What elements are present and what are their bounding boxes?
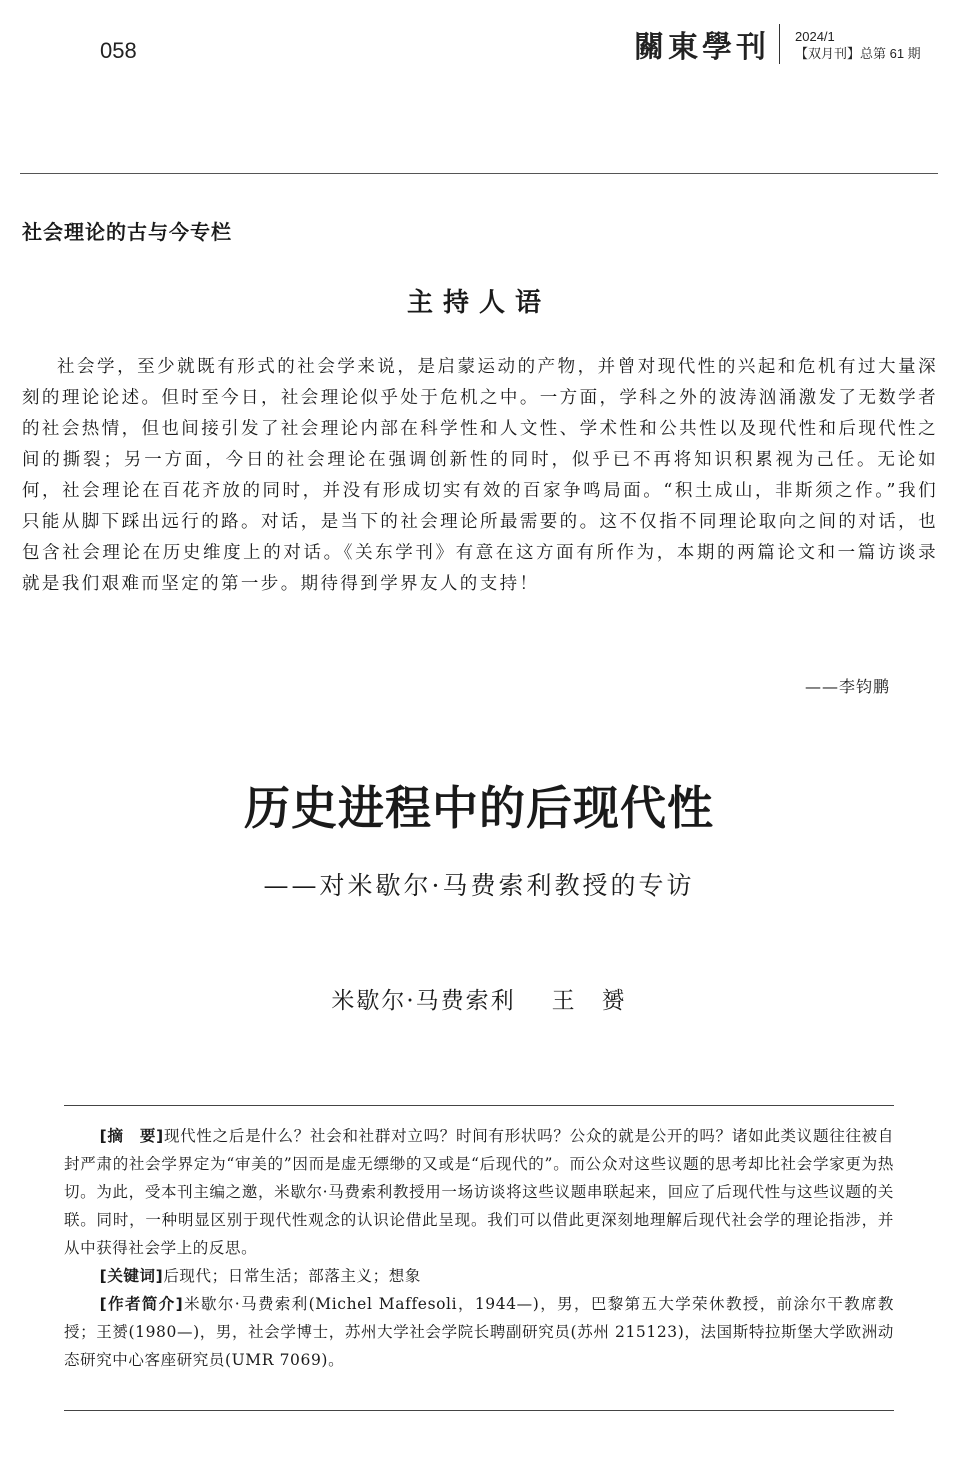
issue-date: 2024/1 [795, 29, 835, 44]
abstract-box [64, 1122, 894, 1374]
author-line [0, 982, 958, 1015]
column-title: 社会理论的古与今专栏 [22, 220, 232, 244]
author-name: 米歇尔·马费索利 [331, 988, 516, 1014]
header-rule [20, 173, 938, 174]
issue-number: 【双月刊】总第 61 期 [795, 46, 921, 61]
abstract-label: [摘 要] [99, 1127, 164, 1145]
article-title: 历史进程中的后现代性 [244, 781, 714, 835]
author-info-label: [作者简介] [99, 1295, 184, 1313]
header-divider [779, 24, 780, 64]
host-note-body [22, 352, 938, 600]
abstract-text: 现代性之后是什么？社会和社群对立吗？时间有形状吗？公众的就是公开的吗？诸如此类议题往往被自封严肃的社会学界定为“审美的”因而是虚无缥缈的又或是“后现代的”。而公众对这些议题的思考却比社会学家更为热切。为此，受本刊主编之邀，米歇尔·马费索利教授用一场访谈将这些议题串联起来，回应了后现代性与这些议题的关联。同时，一种明显区别于现代性观念的认识论借此呈现。我们可以借此更深刻地理解后现代社会学的理论指涉，并从中获得社会学上的反思。 [64, 1127, 894, 1257]
host-note-title: 主持人语 [406, 288, 551, 318]
page-number: 058 [100, 38, 137, 63]
keywords-label: [关键词] [99, 1267, 164, 1285]
journal-logo: 關東學刊 [634, 30, 770, 65]
host-note-signature: ——李钧鹏 [804, 677, 890, 696]
abstract-top-rule [64, 1105, 894, 1106]
abstract-bottom-rule [64, 1410, 894, 1411]
author-info-text: 米歇尔·马费索利(Michel Maffesoli，1944—)，男，巴黎第五大学荣休教授，前涂尔干教席教授；王赟(1980—)，男，社会学博士，苏州大学社会学院长聘副研究员(苏州 215123)，法国斯特拉斯堡大学欧洲动态研究中心客座研究员(UMR 7069)。 [64, 1295, 894, 1369]
host-note-paragraph: 社会学，至少就既有形式的社会学来说，是启蒙运动的产物，并曾对现代性的兴起和危机有过大量深刻的理论论述。但时至今日，社会理论似乎处于危机之中。一方面，学科之外的波涛汹涌激发了无数学者的社会热情，但也间接引发了社会理论内部在科学性和人文性、学术性和公共性以及现代性和后现代性之间的撕裂；另一方面，今日的社会理论在强调创新性的同时，似乎已不再将知识积累视为己任。无论如何，社会理论在百花齐放的同时，并没有形成切实有效的百家争鸣局面。“积土成山，非斯须之作。”我们只能从脚下踩出远行的路。对话，是当下的社会理论所最需要的。这不仅指不同理论取向之间的对话，也包含社会理论在历史维度上的对话。《关东学刊》有意在这方面有所作为，本期的两篇论文和一篇访谈录就是我们艰难而坚定的第一步。期待得到学界友人的支持！ [22, 357, 938, 594]
keywords-text: 后现代；日常生活；部落主义；想象 [163, 1267, 421, 1285]
author-name: 王 赟 [551, 988, 627, 1014]
issue-info [795, 28, 921, 62]
author-info-paragraph [64, 1290, 894, 1374]
keywords-paragraph [64, 1262, 894, 1290]
abstract-paragraph [64, 1122, 894, 1262]
article-subtitle: ——对米歇尔·马费索利教授的专访 [263, 871, 695, 900]
